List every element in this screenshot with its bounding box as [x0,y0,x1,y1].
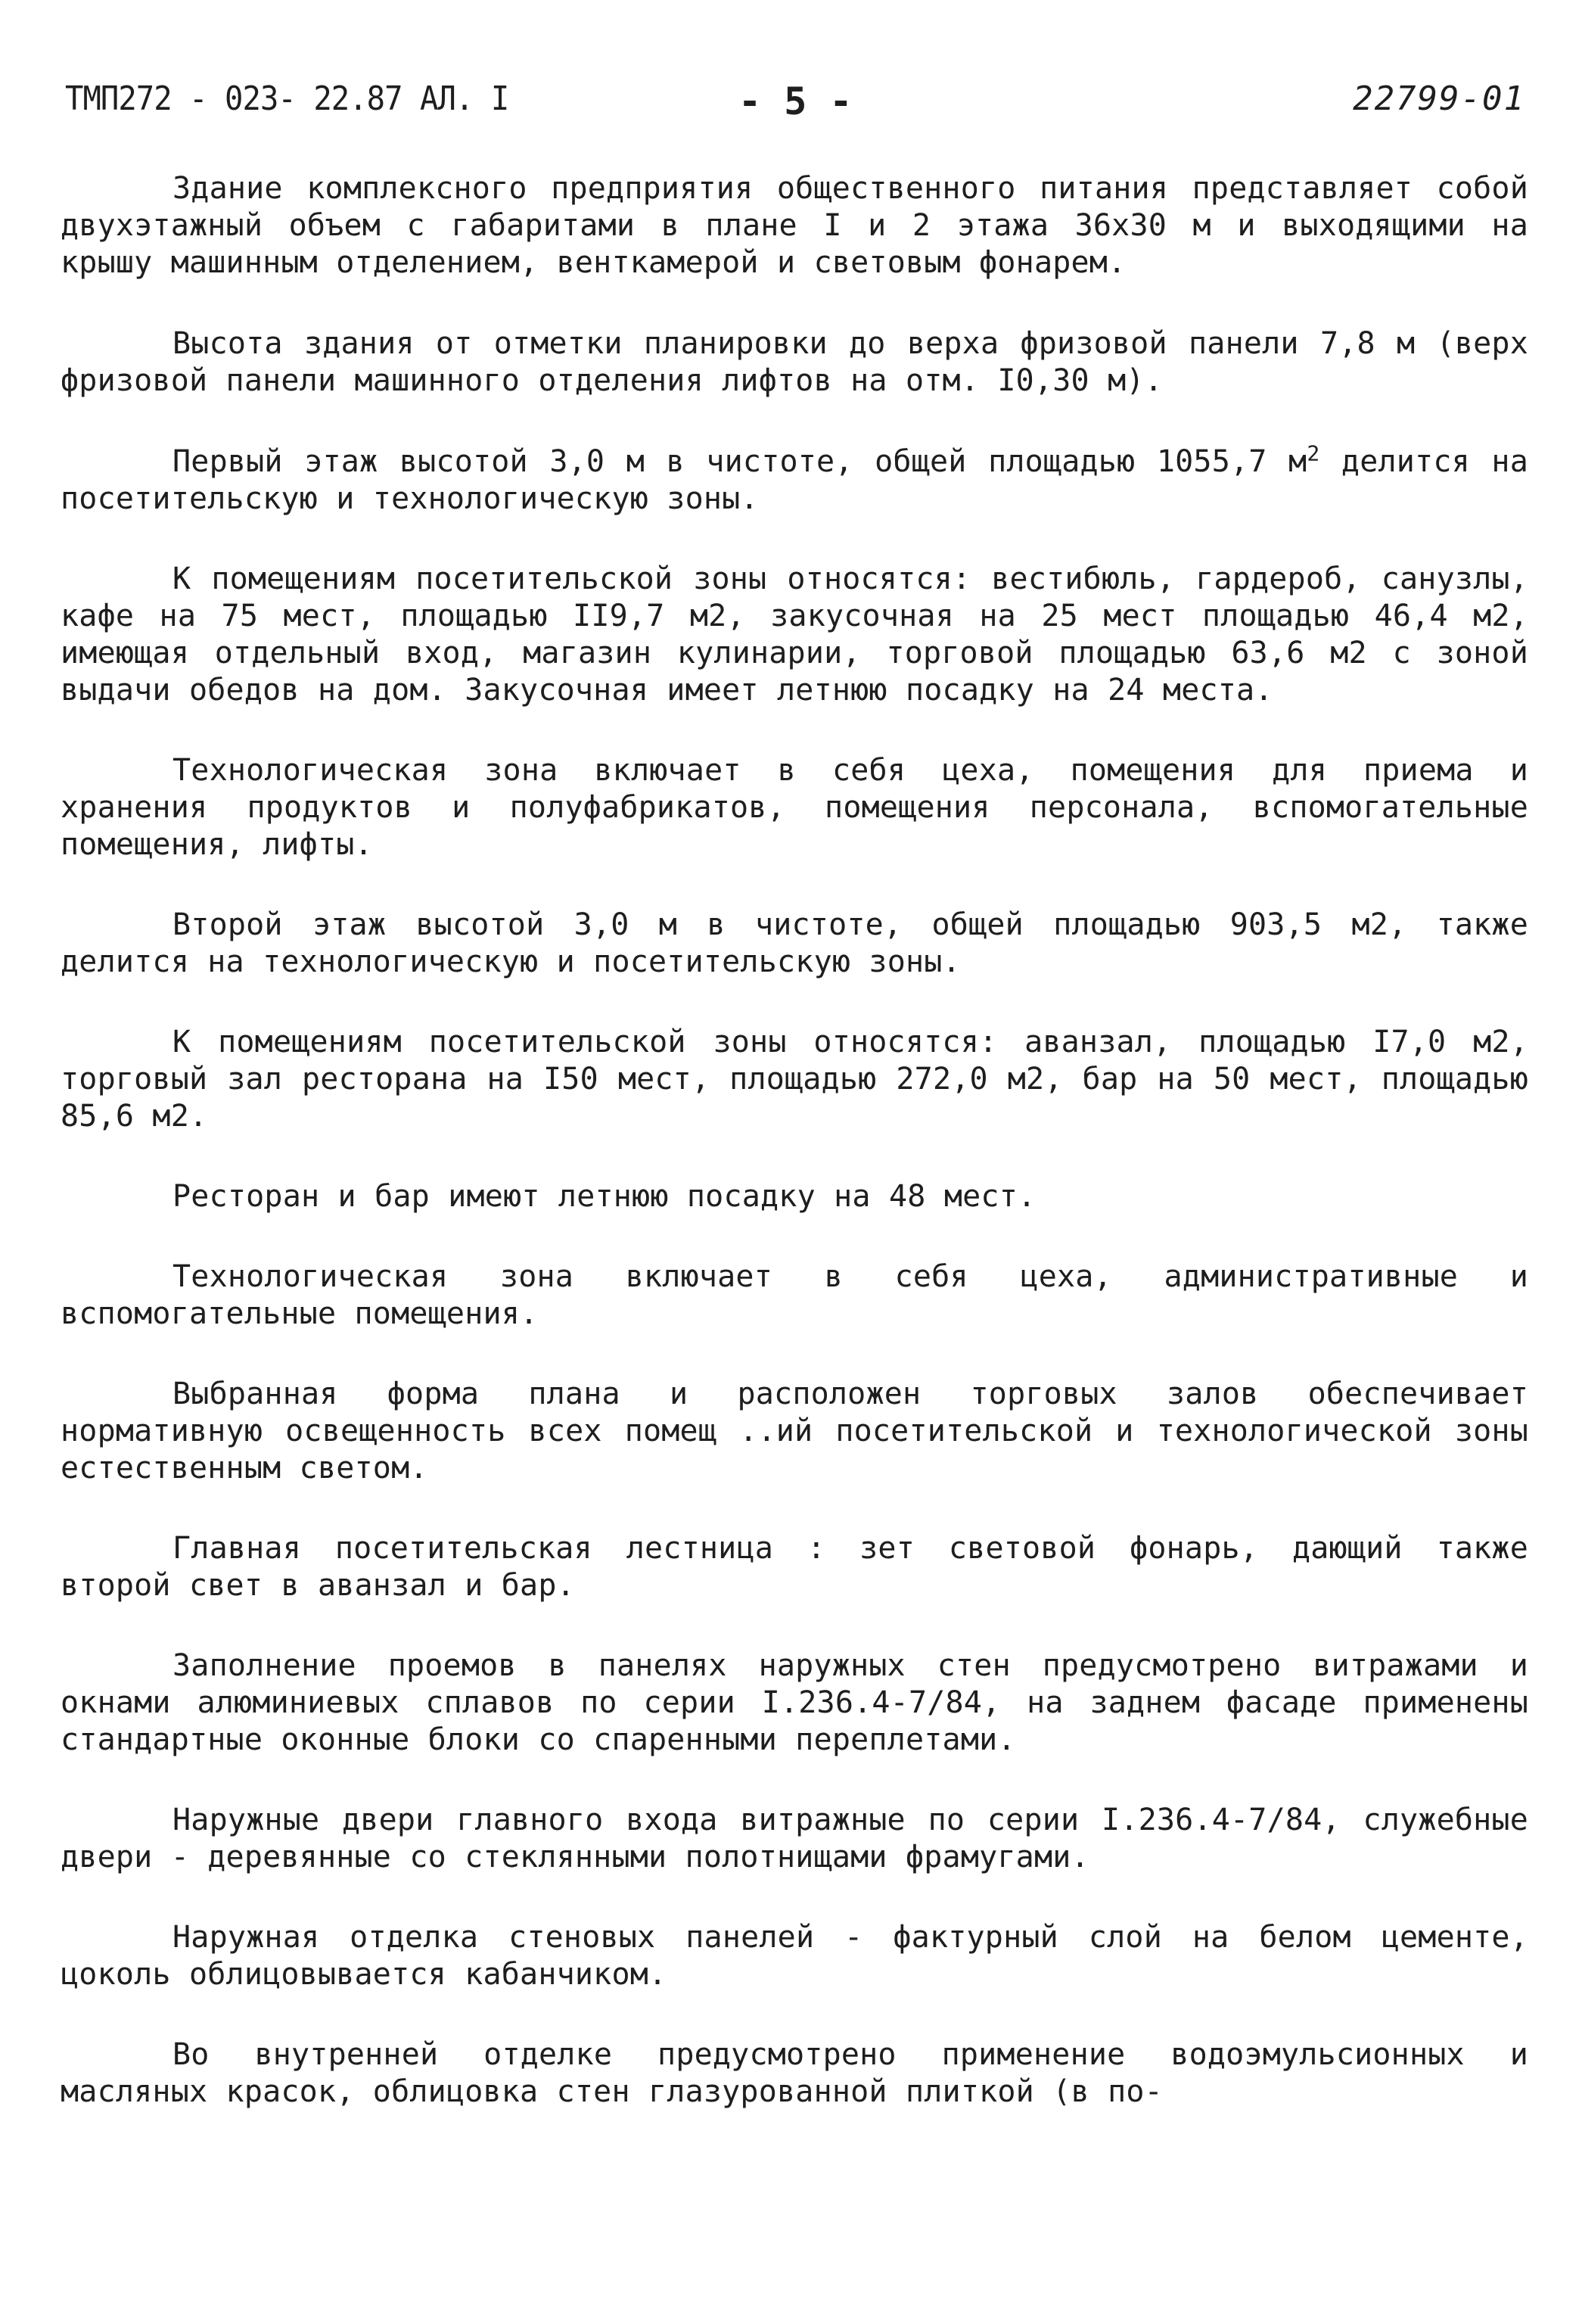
paragraph-text-continued: делится на посетительскую и технологическую зоны. [61,444,1528,516]
paragraph [61,1647,1528,1759]
paragraph [61,1178,1528,1215]
paragraph-text: Технологическая зона включает в себя цеха, помещения для приема и хранения продуктов и полуфабрикатов, помещения персонала, вспомогательные помещения, лифты. [61,753,1528,862]
document-code: ТМП272 - 023- 22.87 АЛ. I [65,79,509,118]
paragraph [61,1802,1528,1876]
paragraph-text: Наружные двери главного входа витражные по серии I.236.4-7/84, служебные двери - деревянные со стеклянными полотнищами фрамугами. [61,1803,1528,1874]
paragraph [61,2036,1528,2111]
paragraph [61,1530,1528,1604]
paragraph [61,170,1528,282]
paragraph-text: Выбранная форма плана и расположен торговых залов обеспечивает нормативную освещенность всех помещ ..ий посетительской и технологической зоны естественным светом. [61,1377,1528,1486]
paragraph [61,1376,1528,1487]
page-number: - 5 - [738,79,853,123]
paragraph [61,440,1528,518]
area-superscript: 2 [1307,440,1320,466]
paragraph [61,907,1528,981]
paragraph-text: К помещениям посетительской зоны относятся: аванзал, площадью I7,0 м2, торговый зал ресторана на I50 мест, площадью 272,0 м2, бар на 50 мест, площадью 85,6 м2. [61,1025,1528,1134]
paragraph-text: Наружная отделка стеновых панелей - фактурный слой на белом цементе, цоколь облицовывается кабанчиком. [61,1920,1528,1992]
document-number: 22799-01 [1353,79,1525,118]
paragraph-text: Здание комплексного предприятия общественного питания представляет собой двухэтажный объем с габаритами в плане I и 2 этажа 36х30 м и выходящими на крышу машинным отделением, венткамерой и световым фонарем. [61,171,1528,280]
paragraph-text: Высота здания от отметки планировки до верха фризовой панели 7,8 м (верх фризовой панели машинного отделения лифтов на отм. I0,30 м). [61,326,1528,398]
paragraph [61,752,1528,863]
paragraph-text: Второй этаж высотой 3,0 м в чистоте, общей площадью 903,5 м2, также делится на технологическую и посетительскую зоны. [61,907,1528,979]
page-header [65,79,1525,140]
document-body [61,170,1528,2154]
paragraph [61,325,1528,400]
paragraph-text: К помещениям посетительской зоны относятся: вестибюль, гардероб, санузлы, кафе на 75 мест, площадью II9,7 м2, закусочная на 25 мест площадью 46,4 м2, имеющая отдельный вход, магазин кулинарии, торговой площадью 63,6 м2 с зоной выдачи обедов на дом. Закусочная имеет летнюю посадку на 24 места. [61,562,1528,708]
paragraph-text: Главная посетительская лестница : зет световой фонарь, дающий также второй свет в аванзал и бар. [61,1531,1528,1603]
paragraph [61,1919,1528,1993]
paragraph-text: Заполнение проемов в панелях наружных стен предусмотрено витражами и окнами алюминиевых сплавов по серии I.236.4-7/84, на заднем фасаде применены стандартные оконные блоки со спаренными переплетами. [61,1648,1528,1757]
paragraph-text: Во внутренней отделке предусмотрено применение водоэмульсионных и масляных красок, облицовка стен глазурованной плиткой (в по- [61,2037,1528,2109]
paragraph [61,1024,1528,1135]
paragraph [61,1258,1528,1333]
paragraph-text: Ресторан и бар имеют летнюю посадку на 48 мест. [172,1179,1037,1214]
paragraph-text: Технологическая зона включает в себя цеха, административные и вспомогательные помещения. [61,1259,1528,1331]
paragraph-text: Первый этаж высотой 3,0 м в чистоте, общей площадью 1055,7 м [172,444,1307,479]
paragraph [61,561,1528,709]
